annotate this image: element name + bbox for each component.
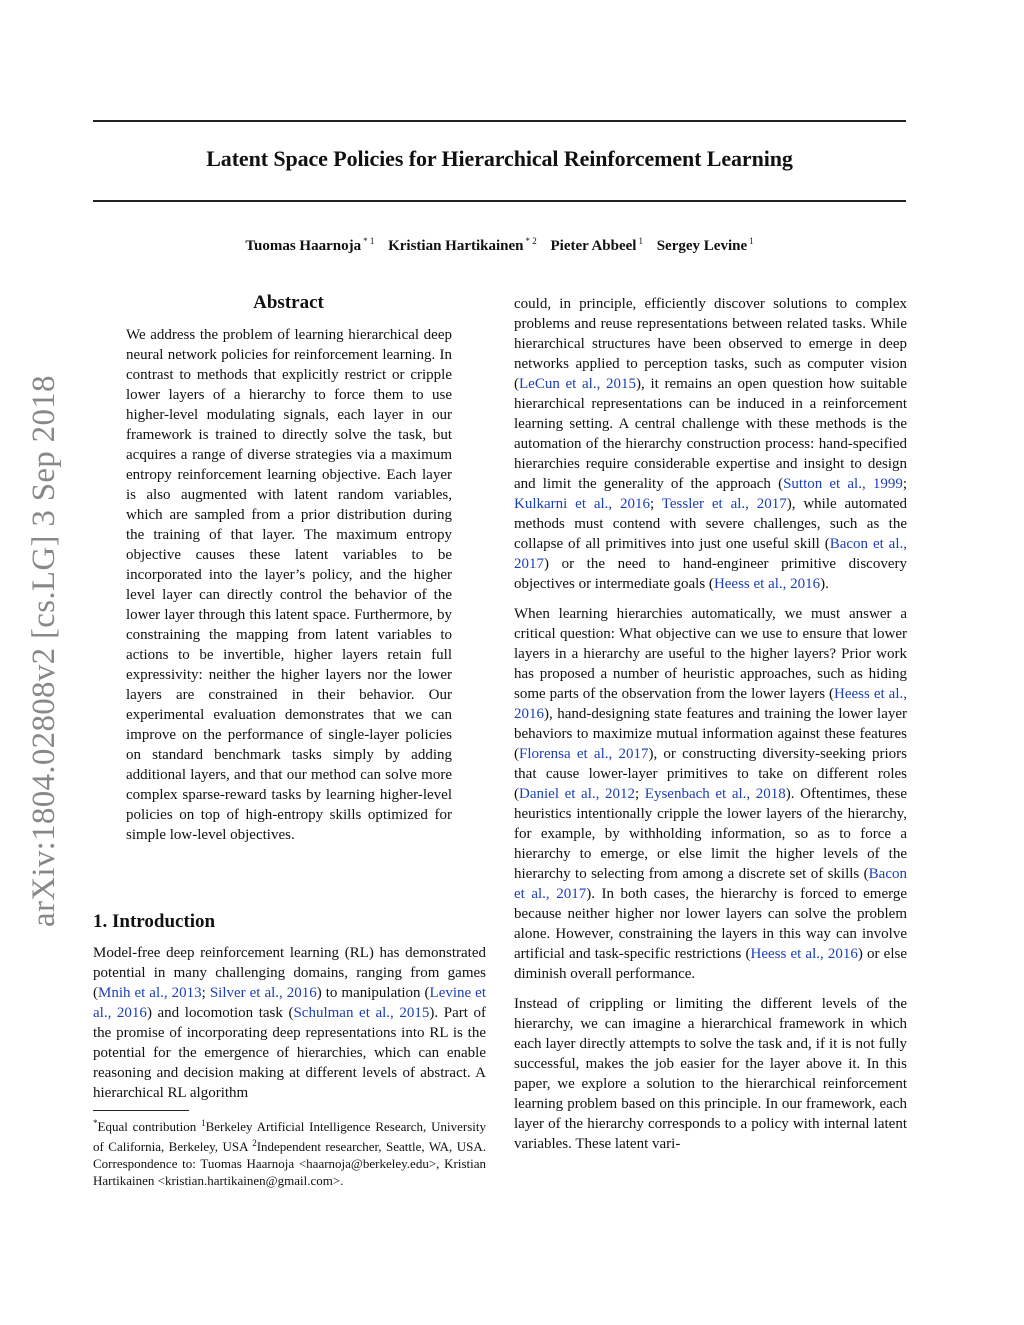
text-run: ; [902,476,908,492]
text-run: ). [820,576,829,592]
citation-link[interactable]: Tessler et al., 2017 [661,496,787,512]
author-1 [245,236,374,255]
author-name: Kristian Hartikainen [388,238,524,254]
text-run: ), hand-designing state features and training the lower layer behaviors to maximize mutual information against these features ( [514,706,907,762]
text-run: ), while automated methods must contend with severe challenges, such as the collapse of all primitives into just one useful skill ( [514,496,907,552]
footnote-text: Independent researcher, Seattle, WA, USA. Correspondence to: Tuomas Haarnoja <haarnoja@berkeley.edu>, Kristian Hartikainen <kristian.hartikainen@gmail.com>. [93,1139,486,1188]
footnote-text: Equal contribution [97,1119,202,1134]
author-list [93,236,906,255]
citation-link[interactable]: Daniel et al., 2012 [519,786,635,802]
paper-title: Latent Space Policies for Hierarchical Reinforcement Learning [206,146,793,171]
arxiv-identifier-stamp: arXiv:1804.02808v2 [cs.LG] 3 Sep 2018 [26,375,62,927]
author-2 [388,236,537,255]
text-run: could, in principle, efficiently discover solutions to complex problems and reuse representations between related tasks. While hierarchical structures have been observed to emerge in deep networks applied to perception tasks, such as computer vision ( [514,296,907,392]
title-rule-top [93,120,906,122]
author-name: Sergey Levine [656,238,748,254]
citation-link[interactable]: Silver et al., 2016 [209,985,317,1001]
text-run: ) to manipulation ( [316,985,430,1001]
author-3 [551,236,643,255]
author-name: Pieter Abbeel [550,238,637,254]
author-affil-marks: 1 [638,236,643,246]
citation-link[interactable]: Bacon et al., 2017 [514,866,907,902]
footnote-mark: * [93,1118,98,1128]
author-name: Tuomas Haarnoja [245,238,362,254]
text-run: ; [635,786,645,802]
citation-link[interactable]: Mnih et al., 2013 [98,985,202,1001]
text-run: ) or else diminish overall performance. [514,946,907,982]
citation-link[interactable]: Schulman et al., 2015 [293,1005,430,1021]
author-affil-marks: 1 [749,236,754,246]
text-run: ) or the need to hand-engineer primitive discovery objectives or intermediate goals ( [514,556,907,592]
intro-paragraph-4: Instead of crippling or limiting the different levels of the hierarchy, we can imagine a hierarchical framework in which each layer directly attempts to solve the task and, if it is not fully successful, makes the job easier for the layer above it. In this paper, we explore a solution to the hierarchical reinforcement learning problem based on this principle. In our framework, each layer of the hierarchy corresponds to a policy with internal latent variables. These latent vari- [514,996,907,1152]
intro-paragraph-1 [93,943,486,1103]
citation-link[interactable]: Bacon et al., 2017 [514,536,907,572]
citation-link[interactable]: Levine et al., 2016 [93,985,487,1021]
footnote-mark: 2 [252,1138,257,1148]
text-run: ). Part of the promise of incorporating deep representations into RL is the potential for the emergence of hierarchies, which can enable reasoning and decision making at different levels of abstract. A hierarchical RL algorithm [93,1005,487,1101]
text-run: Model-free deep reinforcement learning (RL) has demonstrated potential in many challenging domains, ranging from games ( [93,945,486,1001]
intro-paragraph-2 [514,294,907,594]
text-run: ). In both cases, the hierarchy is forced to emerge because neither higher nor lower layers can solve the problem alone. However, constraining the layers in this way can involve artificial and task-specific restrictions ( [514,886,907,962]
text-run: ; [201,985,210,1001]
citation-link[interactable]: Eysenbach et al., 2018 [644,786,786,802]
intro-paragraph-3 [514,604,907,984]
text-run: ), it remains an open question how suitable hierarchical representations can be induced in a reinforcement learning setting. A central challenge with these methods is the automation of the hierarchy construction process: hand-specified hierarchies require considerable expertise and insight to design and limit the generality of the approach ( [514,376,907,492]
author-affil-marks: * 1 [363,236,375,246]
citation-link[interactable]: Heess et al., 2016 [750,946,858,962]
citation-link[interactable]: Heess et al., 2016 [713,576,821,592]
text-run: ). Oftentimes, these heuristics intentionally cripple the lower layers of the hierarchy, for example, by withholding information, so as to force a hierarchy to emerge, or else limit the higher levels of the hierarchy to selecting from among a discrete set of skills ( [514,786,908,882]
title-rule-bottom [93,200,906,202]
citation-link[interactable]: LeCun et al., 2015 [519,376,637,392]
footnote [93,1115,486,1189]
right-column [514,294,907,1164]
section-heading-introduction: 1. Introduction [93,911,216,932]
footnote-mark: 1 [201,1118,206,1128]
text-run: ; [650,496,662,512]
text-run: ), or constructing diversity-seeking priors that cause lower-layer primitives to take on different roles ( [514,746,907,802]
citation-link[interactable]: Florensa et al., 2017 [519,746,649,762]
author-4 [657,236,754,255]
citation-link[interactable]: Kulkarni et al., 2016 [514,496,651,512]
footnote-text: Berkeley Artificial Intelligence Research, University of California, Berkeley, USA [93,1119,486,1154]
text-run: When learning hierarchies automatically, we must answer a critical question: What objective can we use to ensure that lower layers in a hierarchy are useful to the higher layers? Prior work has proposed a number of heuristic approaches, such as hiding some parts of the observation from the lower layers ( [514,606,907,702]
citation-link[interactable]: Sutton et al., 1999 [783,476,903,492]
citation-link[interactable]: Heess et al., 2016 [514,686,907,722]
footnote-divider [93,1110,189,1111]
author-affil-marks: * 2 [525,236,537,246]
abstract-text: We address the problem of learning hierarchical deep neural network policies for reinforcement learning. In contrast to methods that explicitly restrict or cripple lower layers of a hierarchy to force them to use higher-level modulating signals, each layer in our framework is trained to directly solve the task, but acquires a range of diverse strategies via a maximum entropy reinforcement learning objective. Each layer is also augmented with latent random variables, which are sampled from a prior distribution during the training of that layer. The maximum entropy objective causes these latent variables to be incorporated into the layer’s policy, and the higher level layer can directly control the behavior of the lower layer through this latent space. Furthermore, by constraining the mapping from latent variables to actions to be invertible, higher layers retain full expressivity: neither the higher layers nor the lower layers are constrained in their behavior. Our experimental evaluation demonstrates that we can improve on the performance of single-layer policies on standard benchmark tasks simply by adding additional layers, and that our method can solve more complex sparse-reward tasks by learning higher-level policies on top of high-entropy skills optimized for simple low-level objectives. [126,327,452,843]
text-run: ) and locomotion task ( [146,1005,294,1021]
abstract-heading: Abstract [253,292,324,313]
